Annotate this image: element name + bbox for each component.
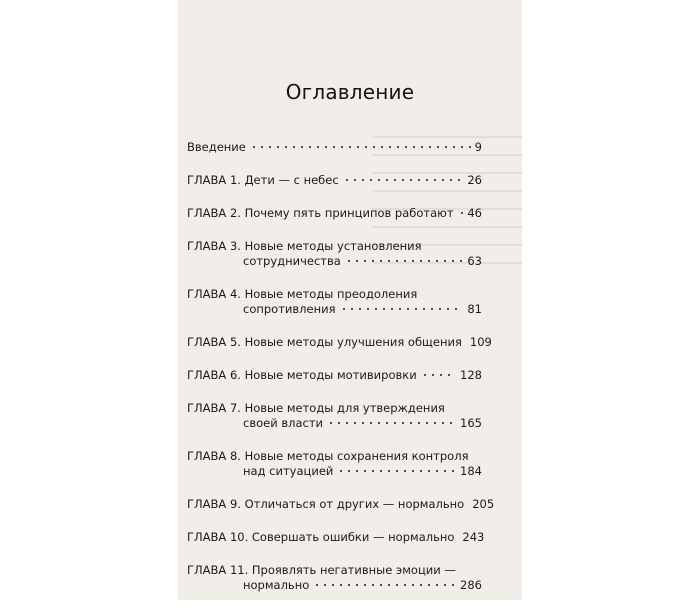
toc-entry-text: ГЛАВА 10. Совершать ошибки — нормально	[187, 530, 455, 544]
toc-line-continued	[187, 416, 482, 431]
toc-page-number: 205	[472, 497, 495, 511]
toc-entry-text: ГЛАВА 11. Проявлять негативные эмоции —	[187, 563, 456, 577]
toc-entry-chapter-9	[187, 497, 495, 512]
toc-entry-chapter-6	[187, 368, 482, 383]
toc-entry-text-continued: над ситуацией	[243, 464, 334, 478]
dot-leader	[458, 212, 464, 214]
dot-leader	[313, 584, 456, 586]
toc-line	[187, 335, 492, 350]
toc-entry-text: ГЛАВА 8. Новые методы сохранения контроля	[187, 449, 469, 463]
toc-entry-chapter-7	[187, 401, 482, 431]
toc-entry-text-continued: нормально	[243, 578, 310, 592]
toc-page-number: 81	[467, 302, 482, 316]
toc-entry-text: ГЛАВА 4. Новые методы преодоления	[187, 287, 418, 301]
toc-line	[187, 287, 482, 302]
toc-page-number: 109	[469, 335, 492, 349]
toc-line	[187, 140, 482, 155]
toc-line	[187, 530, 485, 545]
toc-entry-text: ГЛАВА 9. Отличаться от других — нормально	[187, 497, 465, 511]
toc-line	[187, 173, 482, 188]
toc-page-number: 63	[467, 254, 482, 268]
dot-leader	[250, 146, 471, 148]
toc-line-continued	[187, 464, 482, 479]
toc-page-number: 286	[460, 578, 482, 592]
toc-entry-chapter-8	[187, 449, 482, 479]
toc-line	[187, 449, 482, 464]
dot-leader	[340, 308, 464, 310]
toc-line	[187, 563, 482, 578]
toc-line	[187, 497, 495, 512]
toc-page-number: 128	[460, 368, 482, 382]
page-title: Оглавление	[285, 80, 415, 104]
table-of-contents	[187, 140, 495, 611]
toc-page-number: 165	[460, 416, 482, 430]
toc-entry-text-continued: сотрудничества	[243, 254, 341, 268]
toc-entry-text: ГЛАВА 5. Новые методы улучшения общения	[187, 335, 462, 349]
toc-entry-chapter-3	[187, 239, 482, 269]
toc-line-continued	[187, 254, 482, 269]
toc-entry-chapter-2	[187, 206, 482, 221]
dot-leader	[421, 374, 456, 376]
toc-page-number: 243	[462, 530, 485, 544]
toc-entry-text: ГЛАВА 6. Новые методы мотивировки	[187, 368, 417, 382]
toc-entry-text: Введение	[187, 140, 246, 154]
toc-line-continued	[187, 578, 482, 593]
dot-leader	[343, 179, 464, 181]
dot-leader	[345, 260, 464, 262]
toc-line	[187, 368, 482, 383]
dot-leader	[337, 470, 456, 472]
toc-entry-introduction	[187, 140, 482, 155]
toc-entry-chapter-11	[187, 563, 482, 593]
toc-line	[187, 206, 482, 221]
toc-line	[187, 401, 482, 416]
toc-entry-text: ГЛАВА 3. Новые методы установления	[187, 239, 422, 253]
toc-entry-text-continued: своей власти	[243, 416, 324, 430]
toc-entry-chapter-1	[187, 173, 482, 188]
toc-line	[187, 239, 482, 254]
toc-entry-text: ГЛАВА 7. Новые методы для утверждения	[187, 401, 445, 415]
dot-leader	[327, 422, 456, 424]
book-page	[178, 0, 522, 600]
toc-line-continued	[187, 302, 482, 317]
toc-page-number: 26	[467, 173, 482, 187]
toc-page-number: 46	[467, 206, 482, 220]
toc-entry-chapter-10	[187, 530, 485, 545]
toc-entry-chapter-4	[187, 287, 482, 317]
toc-entry-text: ГЛАВА 1. Дети — с небес	[187, 173, 339, 187]
toc-entry-text: ГЛАВА 2. Почему пять принципов работают	[187, 206, 454, 220]
toc-entry-text-continued: сопротивления	[243, 302, 336, 316]
toc-entry-chapter-5	[187, 335, 492, 350]
toc-page-number: 9	[474, 140, 482, 154]
toc-page-number: 184	[460, 464, 482, 478]
